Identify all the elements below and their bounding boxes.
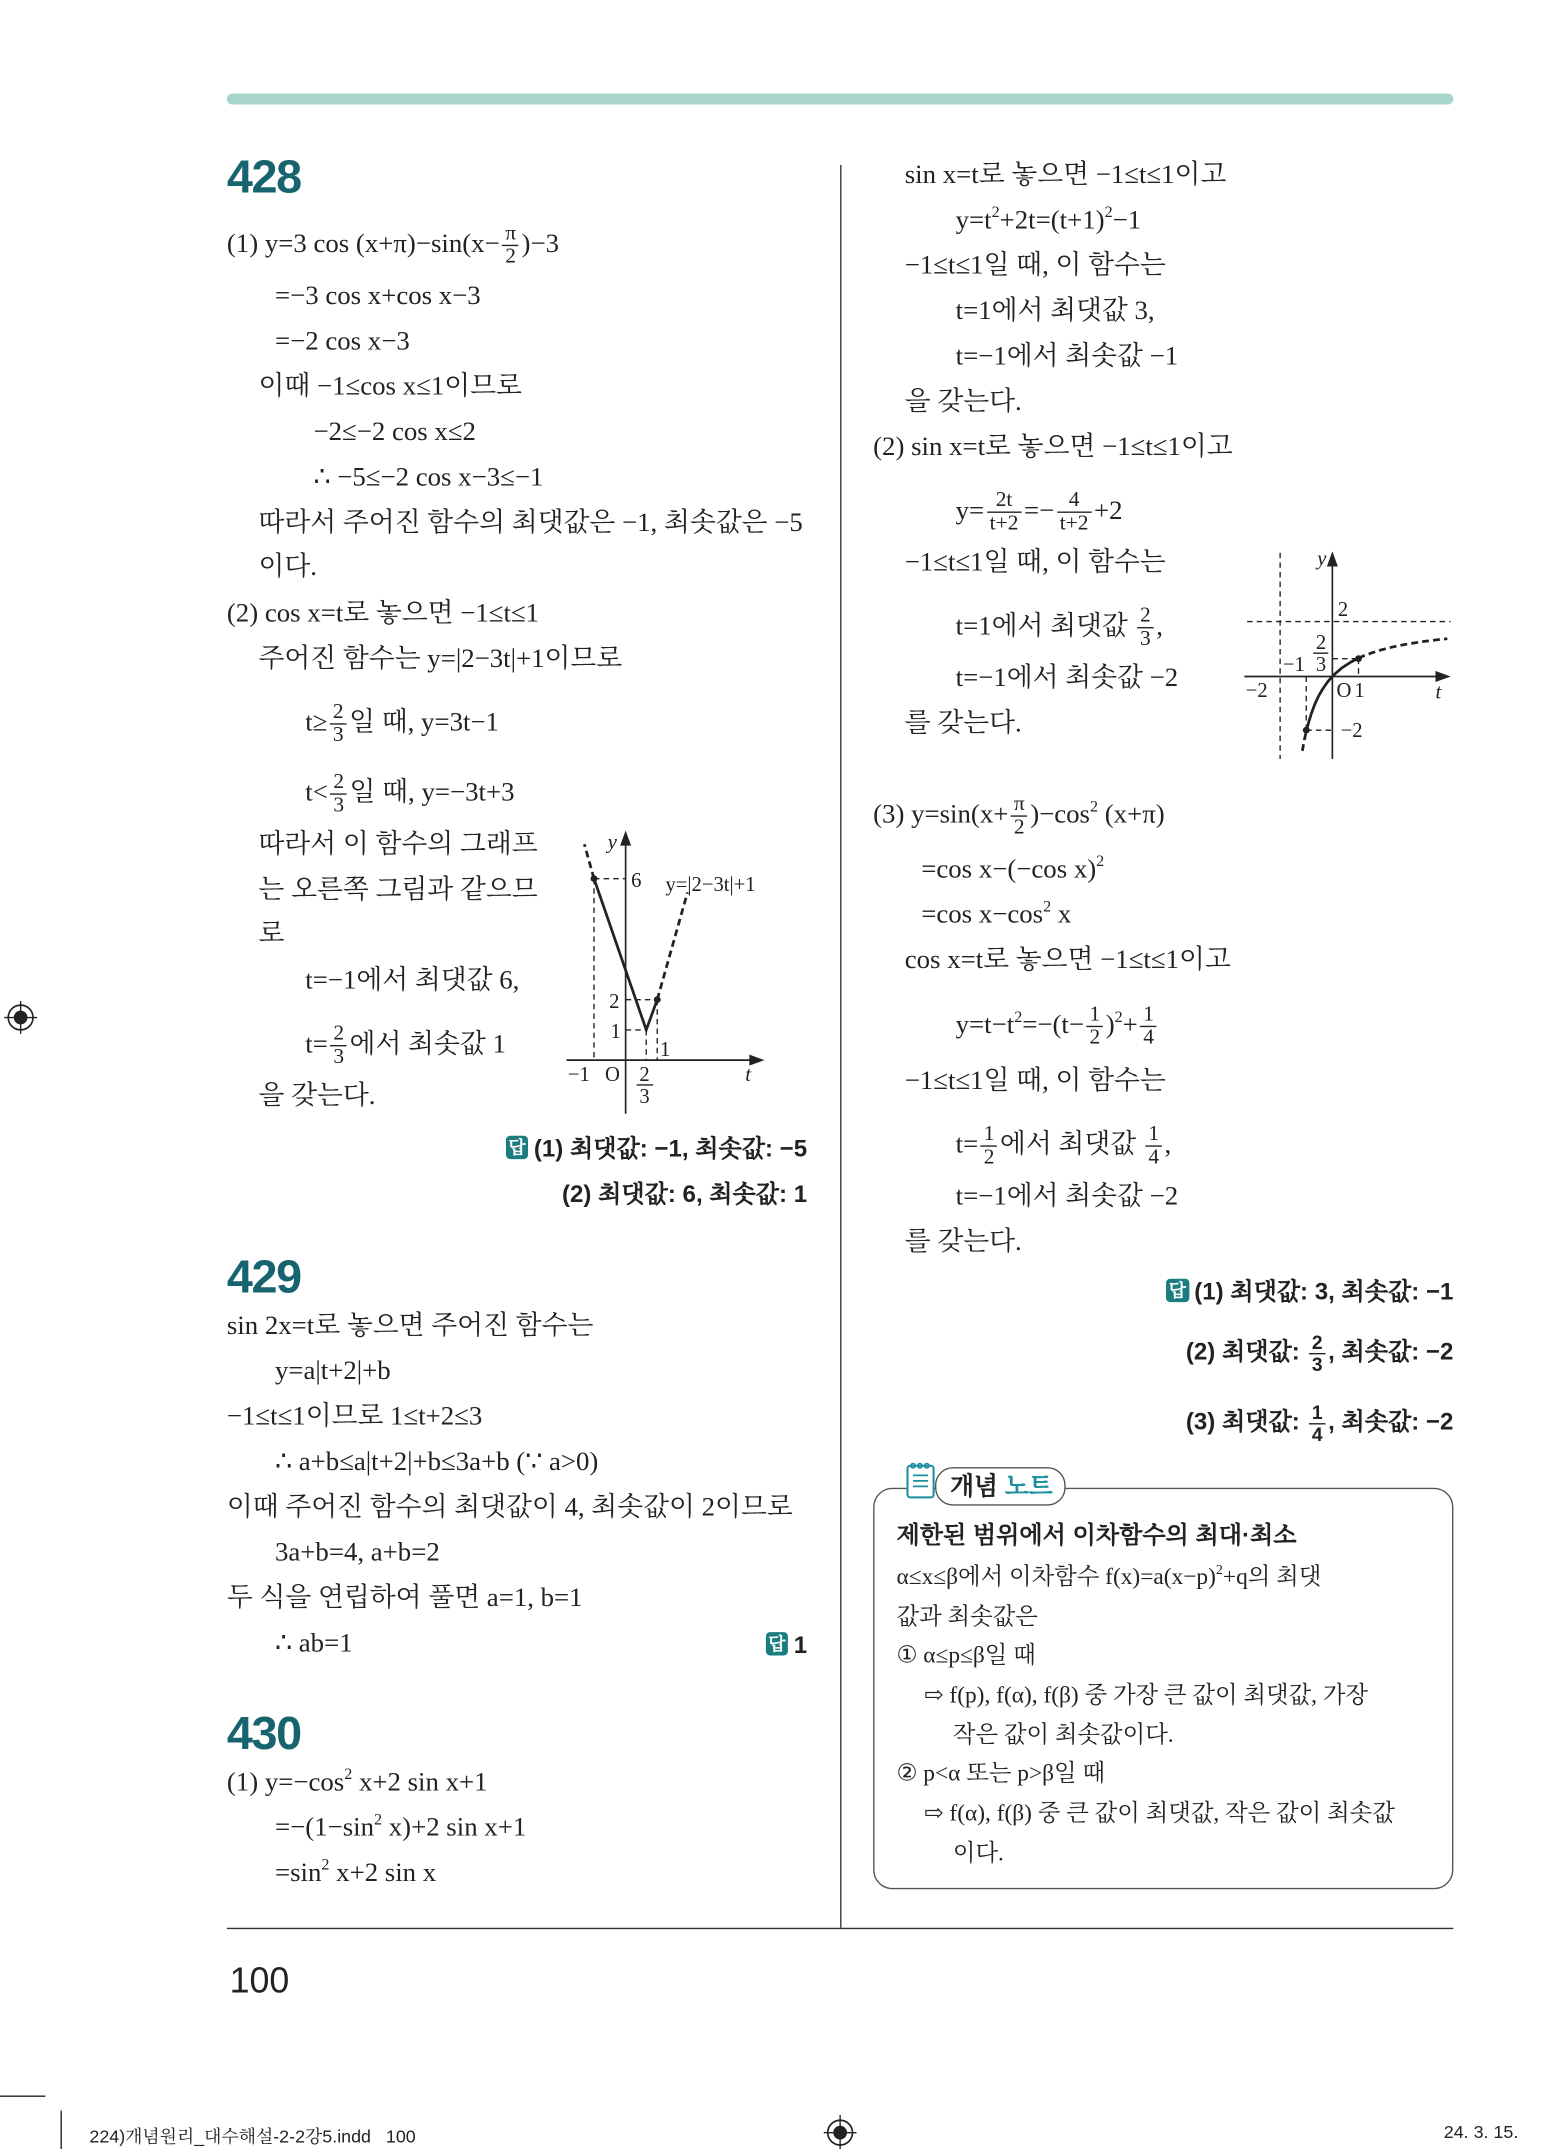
graph-abs-function — [557, 825, 825, 1121]
text-segment: (1) 최댓값: 3, 최솟값: −1 — [1194, 1277, 1454, 1305]
origin-label: O — [1336, 680, 1352, 703]
t-arrow-icon — [749, 1055, 764, 1066]
text-segment: −1≤t≤1이므로 1≤t+2≤3 — [226, 1402, 483, 1432]
text-segment: (1) y=−cos — [226, 1768, 345, 1798]
text-segment: , 최솟값: −2 — [1328, 1407, 1454, 1436]
solution-line — [905, 945, 1231, 978]
superscript: 2 — [1043, 897, 1052, 916]
text-segment: (3) y=sin(x+ — [873, 800, 1009, 830]
solution-line — [259, 551, 318, 584]
fraction — [1011, 793, 1027, 839]
fraction — [1309, 1403, 1325, 1445]
text-segment: 작은 값이 최솟값이다. — [952, 1721, 1174, 1748]
text-segment: 에서 최댓값 — [999, 1130, 1143, 1160]
note-label-a: 개념 — [950, 1472, 998, 1501]
solution-line — [275, 1356, 391, 1389]
text-segment: x+2 sin x — [329, 1859, 437, 1888]
origin-label: O — [605, 1063, 620, 1086]
crop-mark — [61, 2111, 62, 2149]
tick-y1: 1 — [610, 1021, 621, 1044]
answer-badge: 답 — [765, 1632, 788, 1655]
note-label-b: 노트 — [1004, 1472, 1053, 1501]
numerator: 2 — [333, 1021, 345, 1045]
fraction — [1309, 1332, 1325, 1374]
numerator: 1 — [1089, 1002, 1101, 1026]
text-segment: +2 — [1093, 496, 1123, 526]
numerator: π — [505, 221, 517, 245]
text-segment: 일 때, y=3t−1 — [349, 708, 499, 738]
text-segment: 이다. — [258, 552, 318, 582]
note-title: 제한된 범위에서 이차함수의 최대·최소 — [896, 1520, 1297, 1549]
text-segment: (2) 최댓값: — [1185, 1337, 1307, 1366]
text-segment: t=−1에서 최솟값 −1 — [955, 342, 1179, 372]
graph-dashed-left — [584, 844, 594, 878]
y-arrow-icon — [620, 831, 631, 846]
text-segment: 을 갖는다. — [904, 387, 1022, 417]
solution-line — [259, 829, 538, 862]
solution-line — [314, 462, 544, 495]
tick-frac-den: 3 — [639, 1085, 650, 1108]
solution-line — [275, 1812, 526, 1845]
denominator: 2 — [1011, 816, 1027, 840]
denominator: 3 — [330, 724, 346, 748]
text-segment: x)+2 sin x+1 — [382, 1813, 527, 1843]
denominator: 3 — [1309, 1353, 1325, 1375]
answer-line — [562, 1177, 807, 1210]
text-segment: ∴ a+b≤a|t+2|+b≤3a+b (∵ a>0) — [275, 1447, 599, 1477]
header-bar — [227, 94, 1454, 105]
numerator: 1 — [1143, 1002, 1155, 1026]
footer-filename: 224)개념원리_대수해설-2-2강5.indd — [89, 2125, 371, 2147]
answer-line — [506, 1132, 807, 1165]
solution-line — [259, 644, 623, 677]
solution-line — [259, 371, 522, 404]
numerator: 1 — [1311, 1401, 1323, 1424]
denominator: 4 — [1146, 1146, 1162, 1170]
text-segment: −1≤t≤1일 때, 이 함수는 — [904, 548, 1166, 578]
text-segment: 따라서 주어진 함수의 최댓값은 −1, 최솟값은 −5 — [258, 508, 803, 538]
text-segment: 값과 최솟값은 — [896, 1603, 1038, 1630]
text-segment: −2≤−2 cos x≤2 — [313, 418, 476, 447]
fraction — [1141, 1004, 1157, 1050]
numerator: 2 — [332, 699, 344, 724]
text-segment: 이다. — [952, 1839, 1004, 1866]
denominator: 3 — [331, 794, 347, 818]
text-segment: 를 갖는다. — [904, 1227, 1022, 1257]
footer-file — [89, 2122, 415, 2148]
denominator: 3 — [331, 1045, 347, 1069]
text-segment: y= — [955, 496, 985, 526]
denominator: 4 — [1141, 1026, 1157, 1050]
solution-line — [227, 1310, 594, 1343]
text-segment: t=−1에서 최솟값 −2 — [955, 664, 1179, 693]
graph-dashed-left — [1302, 732, 1306, 751]
denominator: t+2 — [1057, 512, 1091, 536]
text-segment: 을 갖는다. — [258, 1082, 376, 1111]
text-segment: 두 식을 연립하여 풀면 a=1, b=1 — [226, 1584, 583, 1613]
numerator: 4 — [1068, 488, 1080, 512]
solution-line — [905, 1066, 1166, 1099]
text-segment: +q의 최댓 — [1222, 1563, 1322, 1590]
superscript: 2 — [1114, 1008, 1123, 1026]
solution-line — [259, 875, 538, 908]
solution-line — [956, 296, 1155, 329]
text-segment: )−cos — [1030, 800, 1091, 830]
numerator: 1 — [983, 1122, 995, 1146]
t-axis-label: t — [1435, 681, 1442, 704]
text-segment: (1) 최댓값: −1, 최솟값: −5 — [533, 1134, 808, 1162]
superscript: 2 — [1090, 797, 1099, 816]
fraction — [502, 223, 518, 269]
problem-number-430: 430 — [226, 1707, 301, 1760]
tick-t1: 1 — [1354, 680, 1365, 703]
superscript: 2 — [1096, 852, 1105, 871]
text-segment: y=a|t+2|+b — [275, 1357, 391, 1386]
superscript: 2 — [991, 203, 1000, 222]
solution-line — [305, 1023, 506, 1069]
text-segment: −1≤t≤1일 때, 이 함수는 — [904, 251, 1166, 281]
text-segment: t= — [955, 1130, 979, 1160]
text-segment: +2t=(t+1) — [999, 206, 1105, 236]
answer-line — [1186, 1332, 1454, 1374]
text-segment: t=1에서 최댓값 — [955, 612, 1135, 642]
solution-line — [873, 432, 1233, 465]
text-segment: =−(1−sin — [275, 1813, 374, 1843]
solution-line — [305, 771, 514, 817]
solution-line — [227, 1583, 583, 1616]
text-segment: ⇨ f(α), f(β) 중 큰 값이 최댓값, 작은 값이 최솟값 — [924, 1799, 1395, 1826]
tick-frac-num: 2 — [639, 1063, 650, 1086]
denominator: 2 — [1087, 1026, 1103, 1050]
text-segment: =cos x−(−cos x) — [921, 855, 1097, 885]
text-segment: 주어진 함수는 y=|2−3t|+1이므로 — [258, 644, 623, 674]
solution-line — [905, 547, 1166, 580]
registration-mark-icon — [4, 1001, 37, 1034]
solution-line — [921, 854, 1104, 887]
numerator: 2 — [1311, 1331, 1323, 1353]
solution-line — [905, 708, 1022, 741]
denominator: 2 — [503, 245, 519, 269]
text-segment: 로 — [258, 919, 285, 949]
registration-mark-icon — [824, 2115, 857, 2149]
text-segment: t< — [305, 778, 328, 808]
y-axis-label: y — [607, 831, 617, 854]
text-segment: , — [1156, 612, 1163, 642]
text-segment: y=t — [955, 206, 992, 236]
tick-t-neg1: −1 — [1282, 654, 1305, 676]
superscript: 2 — [1215, 1563, 1223, 1579]
tick-y2: 2 — [1337, 599, 1349, 621]
concept-note-label — [935, 1467, 1065, 1506]
text-segment: x+2 sin x+1 — [352, 1768, 488, 1798]
answer-badge: 답 — [1166, 1279, 1189, 1302]
text-segment: + — [1122, 1011, 1138, 1040]
solution-line — [275, 1628, 353, 1661]
text-segment: y=t−t — [955, 1011, 1015, 1040]
text-segment: 1 — [793, 1630, 808, 1659]
crop-mark — [0, 2096, 45, 2097]
t-axis-label: t — [745, 1063, 751, 1086]
solution-line — [905, 386, 1022, 419]
text-segment: (2) sin x=t로 놓으면 −1≤t≤1이고 — [873, 433, 1233, 462]
text-segment: =−2 cos x−3 — [275, 327, 410, 357]
problem-number-428: 428 — [226, 151, 301, 204]
text-segment: t=−1에서 최솟값 −2 — [955, 1182, 1179, 1212]
text-segment: ② p<α 또는 p>β일 때 — [896, 1760, 1106, 1787]
superscript: 2 — [1014, 1008, 1023, 1026]
text-segment: (1) y=3 cos (x+π)−sin(x− — [226, 230, 500, 259]
notepad-icon — [903, 1460, 939, 1501]
footer-page: 100 — [385, 2125, 416, 2147]
fraction — [1146, 1123, 1162, 1169]
fraction — [1137, 605, 1153, 651]
tick-t-neg2: −2 — [1245, 680, 1268, 703]
text-segment: 따라서 이 함수의 그래프 — [258, 830, 538, 860]
solution-line — [305, 965, 519, 998]
solution-line — [956, 341, 1179, 374]
text-segment: =−(t− — [1022, 1011, 1084, 1040]
solution-line — [905, 250, 1166, 283]
text-segment: =−3 cos x+cos x−3 — [275, 281, 481, 311]
point — [1303, 727, 1310, 734]
fraction — [1087, 1004, 1103, 1050]
fraction — [331, 1023, 347, 1069]
solution-line — [227, 1767, 488, 1800]
point — [654, 996, 661, 1003]
fraction — [1057, 490, 1091, 536]
text-segment: (3) 최댓값: — [1185, 1407, 1307, 1436]
solution-line — [227, 1492, 793, 1525]
solution-line — [259, 919, 285, 952]
tick-y2: 2 — [609, 990, 620, 1013]
text-segment: =sin — [275, 1859, 322, 1888]
graph-dashed-right — [657, 892, 687, 999]
solution-line — [956, 1123, 1172, 1169]
answer-badge: 답 — [506, 1136, 529, 1159]
numerator: 2t — [995, 488, 1013, 512]
solution-line — [905, 160, 1227, 193]
column-divider — [840, 165, 842, 1928]
text-segment: 3a+b=4, a+b=2 — [275, 1538, 440, 1568]
tick-y-neg2: −2 — [1340, 720, 1363, 742]
numerator: 2 — [333, 770, 345, 794]
fraction — [330, 701, 346, 747]
text-segment: 일 때, y=−3t+3 — [349, 778, 515, 808]
solution-line — [275, 1855, 437, 1891]
solution-line — [227, 1401, 482, 1434]
solution-line — [921, 899, 1071, 932]
answer-line — [1166, 1275, 1453, 1308]
solution-line — [956, 1004, 1160, 1050]
solution-line — [905, 1227, 1022, 1260]
solution-line — [314, 417, 476, 450]
page-number: 100 — [229, 1959, 290, 2001]
graph-rational-function — [1238, 547, 1458, 762]
denominator: t+2 — [987, 512, 1021, 536]
y-arrow-icon — [1327, 551, 1338, 566]
solution-line — [275, 281, 481, 314]
solution-line — [259, 1081, 376, 1114]
text-segment: (x+π) — [1098, 800, 1165, 830]
text-segment: 이때 −1≤cos x≤1이므로 — [258, 372, 522, 402]
superscript: 2 — [344, 1765, 353, 1784]
text-segment: sin x=t로 놓으면 −1≤t≤1이고 — [904, 160, 1227, 190]
denominator: 2 — [981, 1146, 997, 1170]
text-segment: ∴ −5≤−2 cos x−3≤−1 — [313, 463, 544, 493]
superscript: 2 — [374, 1810, 383, 1829]
text-segment: sin 2x=t로 놓으면 주어진 함수는 — [226, 1311, 594, 1341]
text-segment: α≤x≤β에서 이차함수 f(x)=a(x−p) — [896, 1563, 1216, 1590]
solution-line — [275, 1537, 440, 1570]
text-segment: 는 오른쪽 그림과 같으므 — [258, 875, 538, 905]
footer-date: 24. 3. 15. — [1443, 2121, 1519, 2143]
text-segment: 를 갖는다. — [904, 709, 1022, 739]
numerator: 1 — [1148, 1122, 1160, 1146]
point — [1355, 655, 1362, 662]
bottom-divider — [227, 1928, 1454, 1930]
text-segment: , 최솟값: −2 — [1328, 1337, 1454, 1366]
denominator: 4 — [1309, 1423, 1325, 1445]
problem-number-429: 429 — [226, 1251, 301, 1304]
tick-frac-num: 2 — [1315, 632, 1327, 654]
tick-t1: 1 — [660, 1039, 671, 1062]
solution-line — [956, 1181, 1179, 1214]
solution-line — [873, 793, 1165, 839]
tick-frac-den: 3 — [1315, 654, 1327, 676]
answer-line — [1186, 1403, 1454, 1445]
solution-line — [956, 605, 1163, 651]
text-segment: cos x=t로 놓으면 −1≤t≤1이고 — [904, 946, 1231, 975]
y-axis-label: y — [1317, 548, 1327, 571]
text-segment: −1 — [1112, 206, 1142, 236]
solution-line — [956, 490, 1123, 536]
text-segment: x — [1051, 900, 1072, 930]
graph-dashed-right — [1359, 639, 1448, 659]
text-segment: , — [1164, 1130, 1172, 1160]
text-segment: 이때 주어진 함수의 최댓값이 4, 최솟값이 2이므로 — [226, 1493, 793, 1523]
solution-line — [227, 598, 539, 631]
fraction — [331, 771, 347, 817]
curve-label: y=|2−3t|+1 — [665, 874, 756, 896]
text-segment: t=−1에서 최댓값 6, — [305, 966, 520, 996]
solution-line — [275, 1447, 598, 1480]
text-segment: ∴ ab=1 — [275, 1629, 353, 1659]
t-arrow-icon — [1436, 671, 1451, 682]
text-segment: t= — [305, 1030, 328, 1060]
text-segment: ) — [1105, 1011, 1115, 1040]
text-segment: (2) 최댓값: 6, 최솟값: 1 — [562, 1179, 808, 1208]
text-segment: −1≤t≤1일 때, 이 함수는 — [904, 1067, 1166, 1096]
fraction — [987, 490, 1021, 536]
superscript: 2 — [1104, 203, 1113, 222]
text-segment: =cos x−cos — [921, 900, 1044, 930]
solution-line — [275, 326, 410, 359]
text-segment: )−3 — [521, 230, 560, 259]
numerator: π — [1013, 792, 1025, 816]
tick-y6: 6 — [631, 869, 642, 892]
numerator: 2 — [1140, 603, 1151, 627]
solution-line — [956, 663, 1179, 696]
point — [591, 875, 598, 882]
answer-line — [765, 1628, 807, 1661]
text-segment: t=1에서 최댓값 3, — [955, 297, 1155, 326]
text-segment: (2) cos x=t로 놓으면 −1≤t≤1 — [226, 599, 540, 629]
tick-t-neg1: −1 — [567, 1063, 590, 1086]
solution-line — [227, 223, 559, 269]
superscript: 2 — [321, 1855, 330, 1874]
denominator: 3 — [1137, 627, 1153, 651]
text-segment: ⇨ f(p), f(α), f(β) 중 가장 큰 값이 최댓값, 가장 — [924, 1681, 1368, 1708]
solution-line — [305, 701, 499, 747]
fraction — [981, 1123, 997, 1169]
text-segment: ① α≤p≤β일 때 — [896, 1641, 1036, 1668]
text-segment: t≥ — [305, 708, 328, 738]
solution-line — [956, 205, 1142, 238]
solution-line — [259, 507, 803, 540]
text-segment: 에서 최솟값 1 — [349, 1030, 506, 1060]
text-segment: =− — [1023, 496, 1055, 526]
